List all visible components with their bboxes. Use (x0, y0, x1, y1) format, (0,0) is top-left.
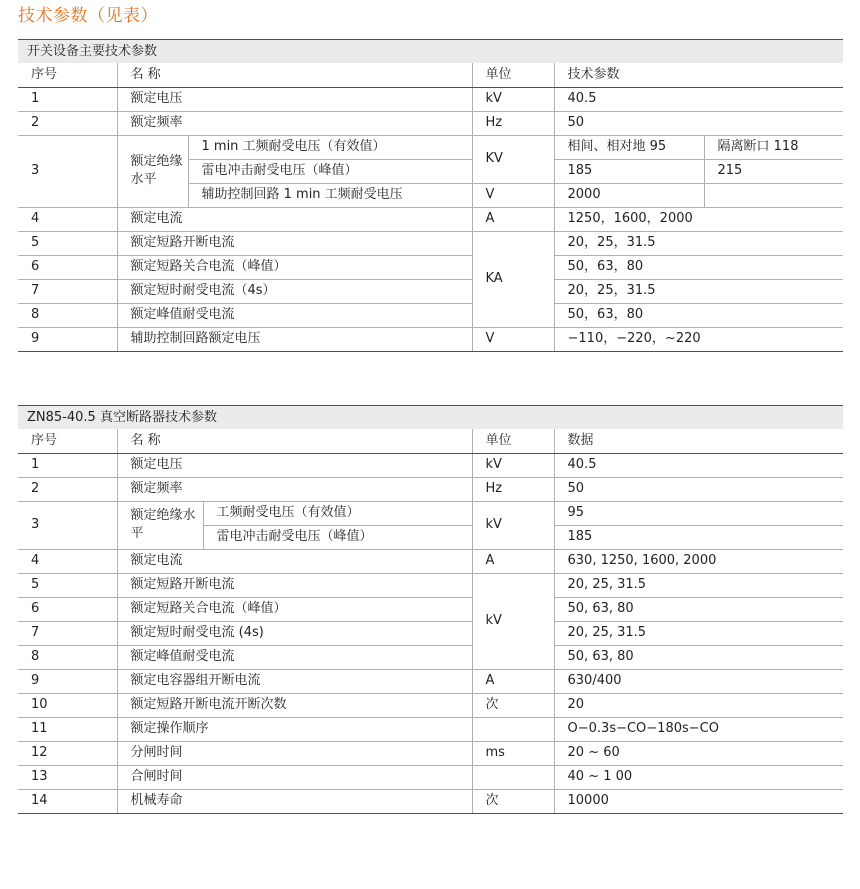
row-name: 额定短时耐受电流（4s） (117, 279, 472, 303)
row-no: 9 (18, 669, 117, 693)
col-header-no: 序号 (18, 63, 117, 87)
switchgear-spec-table (18, 63, 843, 352)
table-row (18, 87, 843, 111)
row-name: 额定操作顺序 (117, 717, 472, 741)
row-no: 7 (18, 621, 117, 645)
row-unit (472, 717, 554, 741)
row-value: 630, 1250, 1600, 2000 (554, 549, 843, 573)
row-value: 50 (554, 111, 843, 135)
table-row (18, 303, 843, 327)
col-header-unit: 单位 (472, 63, 554, 87)
row-value: 20 (554, 693, 843, 717)
row-name: 额定电压 (117, 453, 472, 477)
row-name: 额定电流 (117, 549, 472, 573)
table-header-row (18, 429, 843, 453)
table-row (18, 765, 843, 789)
row-name: 分闸时间 (117, 741, 472, 765)
row-name: 额定短路开断电流开断次数 (117, 693, 472, 717)
table-header-row (18, 63, 843, 87)
row-value: 50, 63, 80 (554, 645, 843, 669)
sub-row-value: 185 (554, 159, 704, 183)
table-row (18, 693, 843, 717)
row-value: −110，−220，~220 (554, 327, 843, 351)
row-no: 9 (18, 327, 117, 351)
row-unit: Hz (472, 111, 554, 135)
table-row (18, 279, 843, 303)
row-value: 50，63，80 (554, 255, 843, 279)
table-row (18, 477, 843, 501)
row-unit: KA (472, 231, 554, 327)
col-header-value: 数据 (554, 429, 843, 453)
row-name: 额定电容器组开断电流 (117, 669, 472, 693)
row-value: 50, 63, 80 (554, 597, 843, 621)
row-unit: 次 (472, 789, 554, 813)
row-unit: A (472, 669, 554, 693)
breaker-spec-table (18, 429, 843, 814)
table-row (18, 207, 843, 231)
row-no: 6 (18, 255, 117, 279)
row-value: 20, 25, 31.5 (554, 573, 843, 597)
row-no: 10 (18, 693, 117, 717)
row-name: 辅助控制回路额定电压 (117, 327, 472, 351)
row-no: 1 (18, 453, 117, 477)
row-no: 14 (18, 789, 117, 813)
sub-row-value-secondary: 215 (704, 159, 843, 183)
sub-row-value: 2000 (554, 183, 704, 207)
row-value: 50 (554, 477, 843, 501)
sub-row-name: 雷电冲击耐受电压（峰值） (203, 525, 472, 549)
switchgear-spec-section (18, 39, 843, 352)
table-row (18, 501, 843, 525)
row-value: 20，25，31.5 (554, 231, 843, 255)
table-row (18, 621, 843, 645)
table-row (18, 255, 843, 279)
row-name: 额定短路开断电流 (117, 231, 472, 255)
row-name: 额定频率 (117, 477, 472, 501)
row-name: 额定短路开断电流 (117, 573, 472, 597)
row-name: 合闸时间 (117, 765, 472, 789)
row-name: 额定绝缘水平 (117, 135, 188, 207)
row-value: 20 ~ 60 (554, 741, 843, 765)
table-row (18, 327, 843, 351)
row-name: 额定频率 (117, 111, 472, 135)
row-no: 1 (18, 87, 117, 111)
breaker-spec-section (18, 405, 843, 814)
sub-row-value: 相间、相对地 95 (554, 135, 704, 159)
row-unit: V (472, 327, 554, 351)
row-name: 额定短路关合电流（峰值） (117, 597, 472, 621)
sub-row-name: 1 min 工频耐受电压（有效值） (188, 135, 472, 159)
row-unit: A (472, 549, 554, 573)
row-no: 2 (18, 477, 117, 501)
row-no: 13 (18, 765, 117, 789)
row-no: 5 (18, 231, 117, 255)
row-unit: KV (472, 135, 554, 183)
row-no: 11 (18, 717, 117, 741)
sub-row-name: 工频耐受电压（有效值） (203, 501, 472, 525)
row-no: 3 (18, 501, 117, 549)
table-row (18, 231, 843, 255)
row-value: 20，25，31.5 (554, 279, 843, 303)
sub-row-name: 辅助控制回路 1 min 工频耐受电压 (188, 183, 472, 207)
sub-row-value: 185 (554, 525, 843, 549)
table-row (18, 597, 843, 621)
row-name: 机械寿命 (117, 789, 472, 813)
row-no: 7 (18, 279, 117, 303)
sub-row-value-secondary (704, 183, 843, 207)
row-value: 40.5 (554, 87, 843, 111)
row-unit: kV (472, 87, 554, 111)
row-no: 4 (18, 207, 117, 231)
row-value: 50，63，80 (554, 303, 843, 327)
col-header-no: 序号 (18, 429, 117, 453)
col-header-name: 名 称 (117, 429, 472, 453)
row-value: 1250，1600，2000 (554, 207, 843, 231)
table-row (18, 573, 843, 597)
row-value: 10000 (554, 789, 843, 813)
row-value: O−0.3s−CO−180s−CO (554, 717, 843, 741)
col-header-unit: 单位 (472, 429, 554, 453)
table-row (18, 741, 843, 765)
row-value: 40.5 (554, 453, 843, 477)
row-no: 8 (18, 645, 117, 669)
sub-row-name: 雷电冲击耐受电压（峰值） (188, 159, 472, 183)
row-unit: ms (472, 741, 554, 765)
row-unit: kV (472, 501, 554, 549)
table-row (18, 717, 843, 741)
page-title: 技术参数（见表） (18, 6, 158, 26)
sub-row-value: 95 (554, 501, 843, 525)
table-row (18, 789, 843, 813)
row-value: 40 ~ 1 00 (554, 765, 843, 789)
row-unit: kV (472, 453, 554, 477)
table-row (18, 453, 843, 477)
table-row (18, 111, 843, 135)
row-no: 5 (18, 573, 117, 597)
row-unit: Hz (472, 477, 554, 501)
row-unit: V (472, 183, 554, 207)
row-name: 额定电流 (117, 207, 472, 231)
row-no: 12 (18, 741, 117, 765)
row-unit (472, 765, 554, 789)
col-header-name: 名 称 (117, 63, 472, 87)
table-row (18, 669, 843, 693)
table-row (18, 135, 843, 159)
row-name: 额定峰值耐受电流 (117, 645, 472, 669)
row-no: 2 (18, 111, 117, 135)
row-name: 额定短路关合电流（峰值） (117, 255, 472, 279)
sub-row-value-secondary: 隔离断口 118 (704, 135, 843, 159)
row-no: 3 (18, 135, 117, 207)
row-unit: 次 (472, 693, 554, 717)
row-name: 额定绝缘水平 (117, 501, 203, 549)
breaker-spec-title: ZN85-40.5 真空断路器技术参数 (18, 405, 843, 429)
row-unit: kV (472, 573, 554, 669)
row-no: 8 (18, 303, 117, 327)
table-row (18, 645, 843, 669)
row-no: 4 (18, 549, 117, 573)
switchgear-spec-title: 开关设备主要技术参数 (18, 39, 843, 63)
row-name: 额定电压 (117, 87, 472, 111)
row-name: 额定短时耐受电流 (4s) (117, 621, 472, 645)
table-row (18, 549, 843, 573)
row-value: 20, 25, 31.5 (554, 621, 843, 645)
row-no: 6 (18, 597, 117, 621)
col-header-value: 技术参数 (554, 63, 843, 87)
row-name: 额定峰值耐受电流 (117, 303, 472, 327)
row-value: 630/400 (554, 669, 843, 693)
row-unit: A (472, 207, 554, 231)
